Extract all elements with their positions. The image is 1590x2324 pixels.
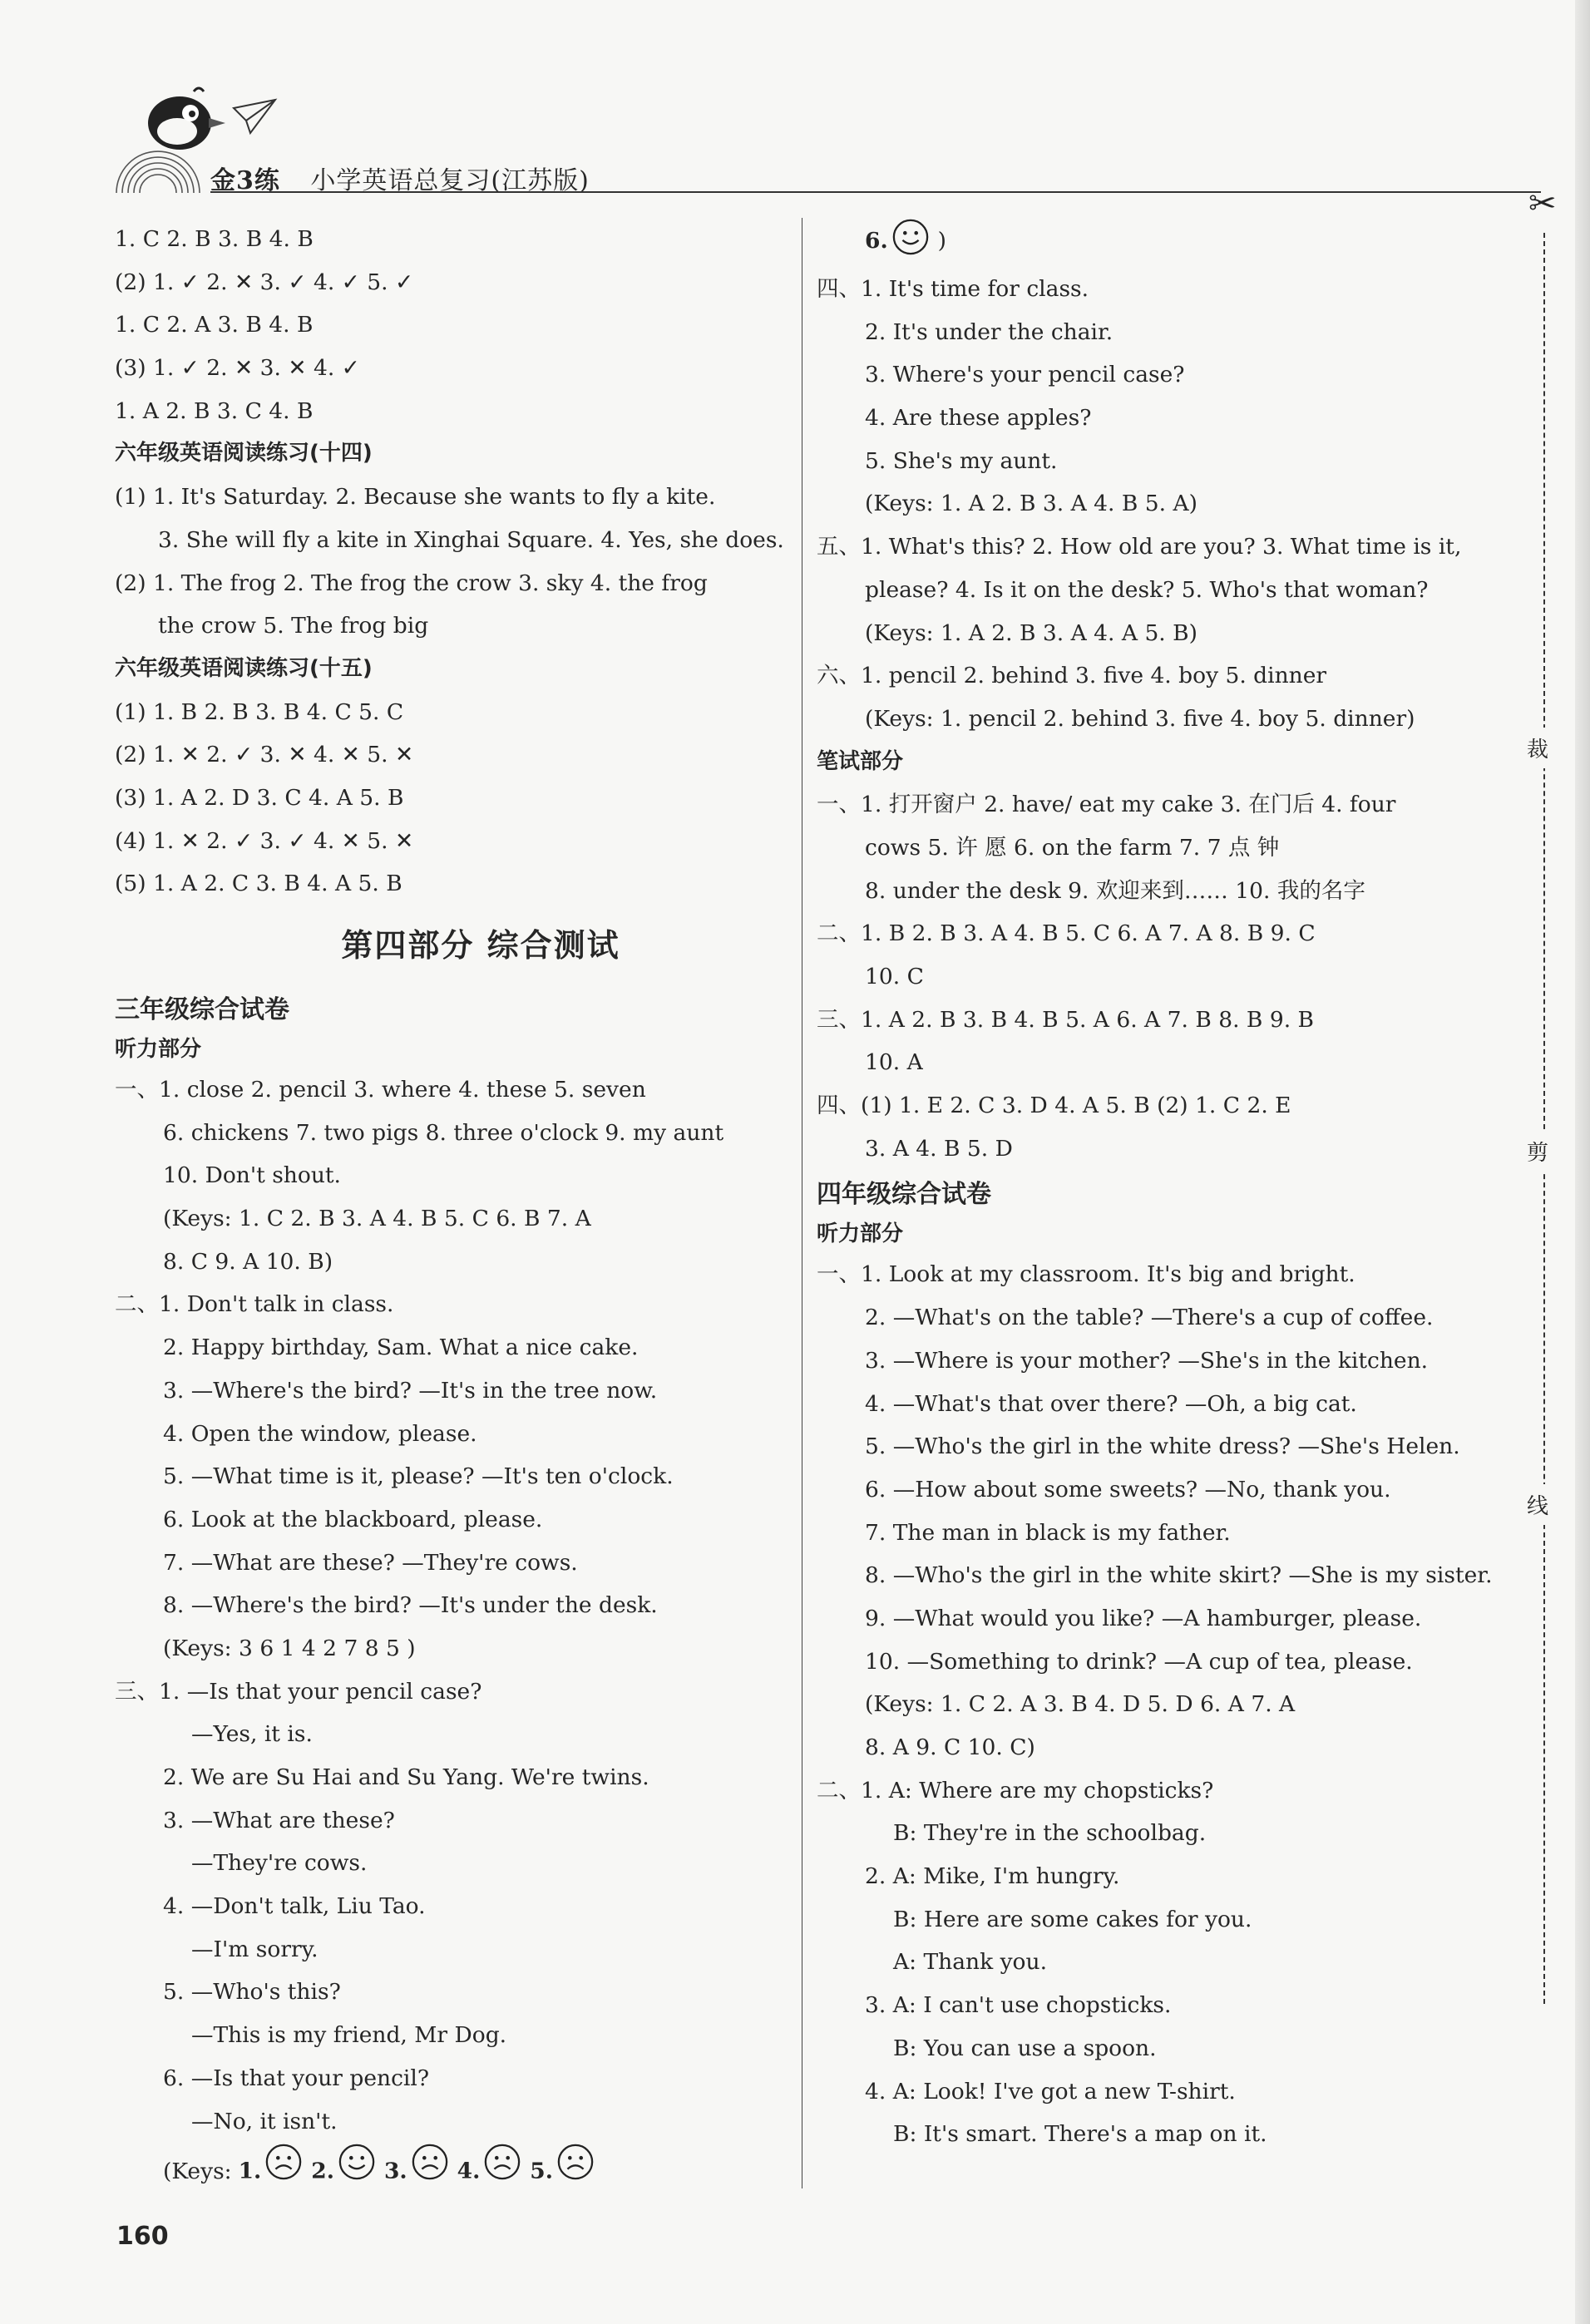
page-header bbox=[112, 83, 1547, 200]
answer-line: 5. —What time is it, please? —It's ten o'clock. bbox=[163, 1463, 674, 1490]
answer-line: —I'm sorry. bbox=[191, 1936, 318, 1962]
answer-line: 6. Look at the blackboard, please. bbox=[163, 1506, 543, 1532]
answer-line: the crow 5. The frog big bbox=[158, 613, 429, 639]
answer-line: (2) 1. ✓ 2. ✕ 3. ✓ 4. ✓ 5. ✓ bbox=[115, 269, 414, 295]
answer-line: 4. —Don't talk, Liu Tao. bbox=[163, 1893, 426, 1920]
cut-mark-cai: 裁 bbox=[1527, 728, 1548, 768]
answer-line: (Keys: 1. C 2. A 3. B 4. D 5. D 6. A 7. A bbox=[865, 1691, 1296, 1718]
key-number: 5. bbox=[530, 2158, 553, 2184]
answer-line: 一、1. 打开窗户 2. have/ eat my cake 3. 在门后 4. four bbox=[817, 792, 1396, 818]
answer-line: B: They're in the schoolbag. bbox=[893, 1820, 1207, 1847]
keys-prefix: (Keys: bbox=[163, 2158, 232, 2184]
answer-line: (2) 1. The frog 2. The frog the crow 3. sky 4. the frog bbox=[115, 570, 708, 596]
answer-line: B: You can use a spoon. bbox=[893, 2035, 1157, 2061]
answer-line: 6. —Is that your pencil? bbox=[163, 2065, 430, 2091]
answer-line: (5) 1. A 2. C 3. B 4. A 5. B bbox=[115, 871, 402, 897]
answer-line: (3) 1. ✓ 2. ✕ 3. ✕ 4. ✓ bbox=[115, 355, 360, 382]
right-column bbox=[817, 218, 1499, 2156]
answer-line: 二、1. A: Where are my chopsticks? bbox=[817, 1777, 1214, 1803]
smiley-face-icon bbox=[338, 2143, 376, 2202]
answer-line: 二、1. Don't talk in class. bbox=[115, 1291, 394, 1318]
answer-line: please? 4. Is it on the desk? 5. Who's that woman? bbox=[865, 576, 1429, 603]
brand-name: 金3练 bbox=[210, 166, 280, 195]
answer-line: (Keys: 1. A 2. B 3. A 4. B 5. A) bbox=[865, 491, 1197, 517]
left-column bbox=[115, 218, 784, 2198]
cut-line bbox=[1543, 233, 1545, 2004]
bird-mascot-icon bbox=[117, 83, 284, 158]
subsection-heading: 听力部分 bbox=[115, 1037, 202, 1062]
book-subtitle: 小学英语总复习(江苏版) bbox=[310, 166, 590, 195]
answer-line: 5. —Who's the girl in the white dress? —She's Helen. bbox=[865, 1433, 1460, 1460]
answer-line: (1) 1. B 2. B 3. B 4. C 5. C bbox=[115, 698, 404, 725]
answer-line: 8. A 9. C 10. C) bbox=[865, 1734, 1035, 1760]
section-heading: 笔试部分 bbox=[817, 748, 904, 774]
answer-line: 8. C 9. A 10. B) bbox=[163, 1248, 333, 1275]
sad-face-icon bbox=[264, 2143, 303, 2202]
header-rule bbox=[210, 191, 1541, 193]
page-edge bbox=[1575, 0, 1590, 2324]
key-number: 4. bbox=[457, 2158, 481, 2184]
sad-face-icon bbox=[411, 2143, 449, 2202]
answer-line: (Keys: 1. pencil 2. behind 3. five 4. boy 5. dinner) bbox=[865, 705, 1415, 732]
key-number: 1. bbox=[238, 2158, 262, 2184]
answer-line: —They're cows. bbox=[191, 1850, 368, 1877]
answer-line: (Keys: 1. A 2. B 3. A 4. A 5. B) bbox=[865, 619, 1197, 646]
answer-line: 2. A: Mike, I'm hungry. bbox=[865, 1863, 1120, 1890]
answer-line: 10. —Something to drink? —A cup of tea, please. bbox=[865, 1648, 1413, 1675]
keys-suffix: ) bbox=[937, 228, 947, 254]
page-number: 160 bbox=[116, 2222, 169, 2251]
answer-line: 五、1. What's this? 2. How old are you? 3. What time is it, bbox=[817, 534, 1462, 560]
answer-line: (3) 1. A 2. D 3. C 4. A 5. B bbox=[115, 784, 404, 811]
answer-line: B: It's smart. There's a map on it. bbox=[893, 2121, 1267, 2148]
answer-line: 四、(1) 1. E 2. C 3. D 4. A 5. B (2) 1. C 2. E bbox=[817, 1093, 1291, 1119]
section-heading: 六年级英语阅读练习(十五) bbox=[115, 655, 373, 681]
sad-face-icon bbox=[483, 2143, 521, 2202]
answer-line: 8. under the desk 9. 欢迎来到…… 10. 我的名字 bbox=[865, 877, 1365, 904]
sad-face-icon bbox=[556, 2143, 595, 2202]
part-title: 第四部分 综合测试 bbox=[341, 926, 620, 964]
answer-line: 3. A 4. B 5. D bbox=[865, 1135, 1013, 1162]
answer-line: B: Here are some cakes for you. bbox=[893, 1906, 1252, 1932]
answer-line: —No, it isn't. bbox=[191, 2108, 338, 2134]
answer-line: 1. C 2. A 3. B 4. B bbox=[115, 312, 314, 338]
smiley-face-icon bbox=[891, 218, 930, 266]
keys-faces-line bbox=[115, 2143, 780, 2198]
answer-line: 1. A 2. B 3. C 4. B bbox=[115, 397, 314, 424]
answer-line: 4. Open the window, please. bbox=[163, 1420, 477, 1447]
cut-mark-xian: 线 bbox=[1527, 1484, 1548, 1525]
answer-line: 3. Where's your pencil case? bbox=[865, 362, 1185, 388]
answer-line: 4. A: Look! I've got a new T-shirt. bbox=[865, 2078, 1236, 2104]
answer-line: 3. A: I can't use chopsticks. bbox=[865, 1992, 1172, 2019]
section-heading: 六年级英语阅读练习(十四) bbox=[115, 441, 373, 466]
answer-line: 2. We are Su Hai and Su Yang. We're twins. bbox=[163, 1764, 649, 1790]
key-number: 3. bbox=[383, 2158, 407, 2184]
test-title: 三年级综合试卷 bbox=[115, 995, 289, 1024]
key-number: 6. bbox=[865, 228, 888, 254]
answer-line: 8. —Where's the bird? —It's under the desk. bbox=[163, 1592, 658, 1619]
answer-line: 三、1. —Is that your pencil case? bbox=[115, 1678, 482, 1705]
answer-line: 一、1. close 2. pencil 3. where 4. these 5. seven bbox=[115, 1077, 646, 1103]
answer-line: 二、1. B 2. B 3. A 4. B 5. C 6. A 7. A 8. B 9. C bbox=[817, 920, 1316, 947]
answer-line: 10. C bbox=[865, 964, 924, 989]
key-number: 2. bbox=[311, 2158, 334, 2184]
answer-line: 6. chickens 7. two pigs 8. three o'clock 9. my aunt bbox=[163, 1119, 724, 1146]
answer-line: 4. —What's that over there? —Oh, a big cat. bbox=[865, 1390, 1357, 1417]
answer-line: (1) 1. It's Saturday. 2. Because she wants to fly a kite. bbox=[115, 484, 716, 511]
answer-line: cows 5. 许 愿 6. on the farm 7. 7 点 钟 bbox=[865, 834, 1280, 861]
answer-line: 9. —What would you like? —A hamburger, please. bbox=[865, 1605, 1422, 1631]
answer-line: 7. The man in black is my father. bbox=[865, 1519, 1231, 1546]
answer-line: 2. Happy birthday, Sam. What a nice cake. bbox=[163, 1335, 639, 1361]
answer-line: 3. She will fly a kite in Xinghai Square. 4. Yes, she does. bbox=[158, 526, 784, 553]
answer-line: (2) 1. ✕ 2. ✓ 3. ✕ 4. ✕ 5. ✕ bbox=[115, 742, 414, 768]
answer-line: 6. —How about some sweets? —No, thank you. bbox=[865, 1476, 1391, 1502]
answer-line: 7. —What are these? —They're cows. bbox=[163, 1549, 578, 1576]
answer-line: (Keys: 3 6 1 4 2 7 8 5 ) bbox=[163, 1635, 416, 1661]
answer-line: A: Thank you. bbox=[893, 1949, 1047, 1976]
keys-face-continued bbox=[817, 218, 1499, 268]
answer-line: 4. Are these apples? bbox=[865, 405, 1092, 432]
subsection-heading: 听力部分 bbox=[817, 1221, 904, 1247]
answer-line: 2. It's under the chair. bbox=[865, 318, 1113, 345]
answer-line: 10. A bbox=[865, 1049, 923, 1076]
answer-line: 8. —Who's the girl in the white skirt? —She is my sister. bbox=[865, 1562, 1493, 1589]
answer-line: (4) 1. ✕ 2. ✓ 3. ✓ 4. ✕ 5. ✕ bbox=[115, 827, 414, 854]
answer-line: 3. —Where's the bird? —It's in the tree now. bbox=[163, 1377, 658, 1404]
answer-line: 5. She's my aunt. bbox=[865, 447, 1058, 474]
answer-line: 三、1. A 2. B 3. B 4. B 5. A 6. A 7. B 8. B 9. B bbox=[817, 1006, 1315, 1033]
answer-line: (Keys: 1. C 2. B 3. A 4. B 5. C 6. B 7. A bbox=[163, 1206, 591, 1232]
test-title: 四年级综合试卷 bbox=[817, 1180, 991, 1210]
scissors-icon: ✂ bbox=[1528, 185, 1557, 223]
answer-line: 3. —Where is your mother? —She's in the kitchen. bbox=[865, 1347, 1429, 1374]
answer-line: 10. Don't shout. bbox=[163, 1162, 341, 1189]
answer-line: 六、1. pencil 2. behind 3. five 4. boy 5. dinner bbox=[817, 663, 1327, 689]
answer-line: 5. —Who's this? bbox=[163, 1979, 341, 2006]
answer-line: 1. C 2. B 3. B 4. B bbox=[115, 226, 314, 252]
answer-line: 3. —What are these? bbox=[163, 1807, 395, 1833]
answer-line: —Yes, it is. bbox=[191, 1721, 313, 1748]
answer-line: —This is my friend, Mr Dog. bbox=[191, 2022, 507, 2049]
answer-line: 四、1. It's time for class. bbox=[817, 276, 1089, 302]
cut-mark-jian: 剪 bbox=[1527, 1131, 1548, 1172]
answer-line: 2. —What's on the table? —There's a cup of coffee. bbox=[865, 1305, 1434, 1331]
answer-line: 一、1. Look at my classroom. It's big and bright. bbox=[817, 1261, 1355, 1288]
